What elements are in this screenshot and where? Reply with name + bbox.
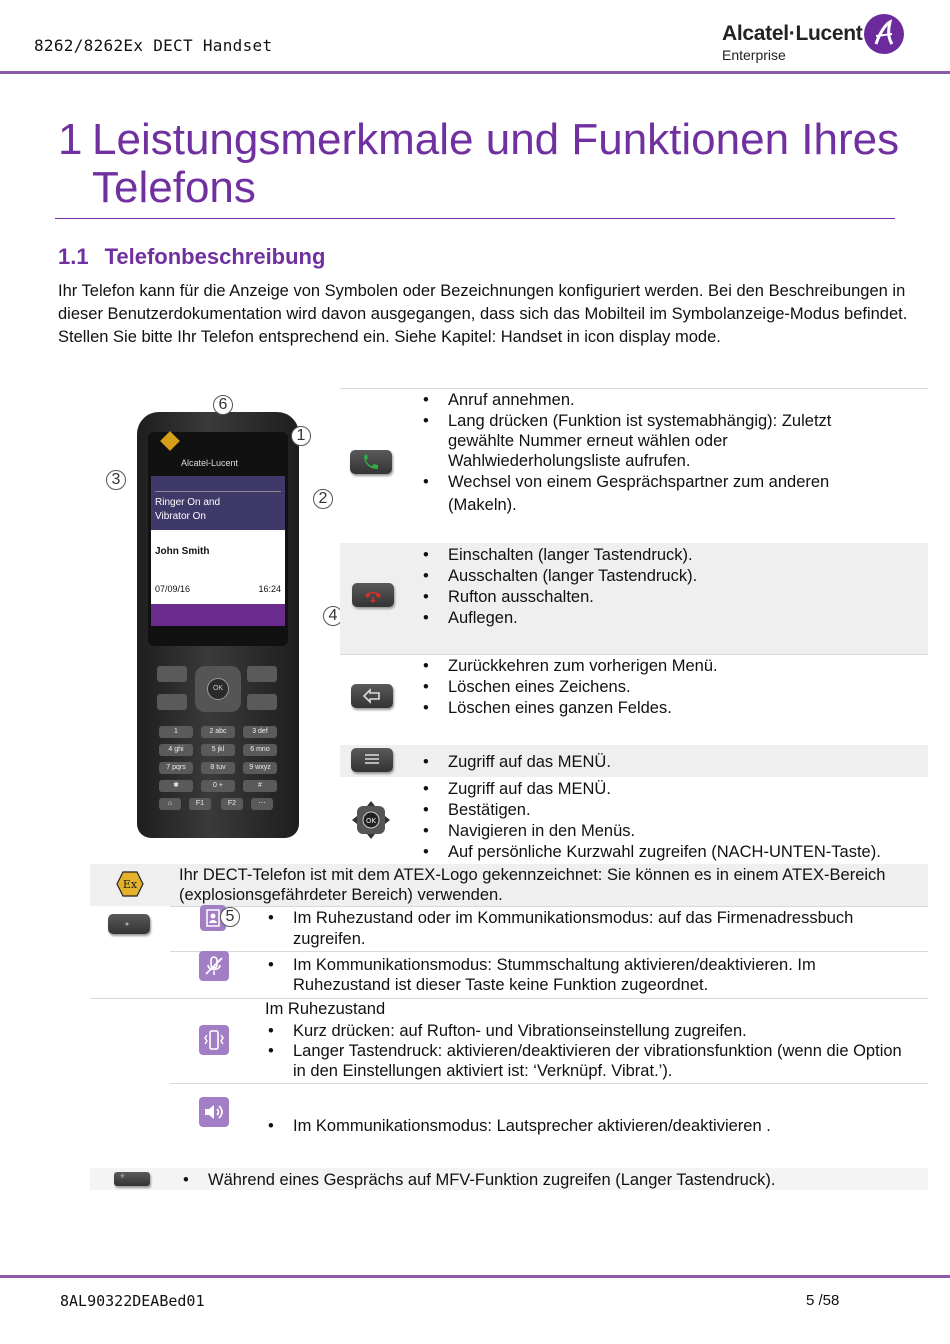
list-item: • Zurückkehren zum vorherigen Menü. <box>420 656 900 677</box>
list-item: • Zugriff auf das MENÜ. <box>420 779 920 800</box>
phone-key: 7 pqrs <box>159 762 193 774</box>
list-item: • Im Ruhezustand oder im Kommunikationsmodus: auf das Firmenadressbuch zugreifen. <box>265 908 905 950</box>
svg-text:Ex: Ex <box>122 878 138 891</box>
row-separator <box>340 388 928 389</box>
hangup-key-icon <box>352 583 394 607</box>
phone-key: F2 <box>221 798 243 810</box>
chapter-number: 1 <box>58 115 83 164</box>
call-key-icon <box>350 450 392 474</box>
mute-list <box>265 955 905 995</box>
star-key-list <box>180 1170 900 1191</box>
list-item: • Lang drücken (Funktion ist systemabhängig): Zuletzt gewählte Nummer erneut wählen oder Wahlwiederholungsliste aufrufen. <box>420 411 890 471</box>
row-separator <box>170 906 928 907</box>
phone-key: 8 tuv <box>201 762 235 774</box>
chapter-rule <box>55 218 895 219</box>
list-item: • Auflegen. <box>420 608 900 629</box>
menu-key-list <box>420 752 900 773</box>
document-reference: 8AL90322DEABed01 <box>60 1292 205 1310</box>
row-separator <box>170 951 928 952</box>
list-item: • Bestätigen. <box>420 800 920 821</box>
chapter-heading <box>58 116 918 212</box>
callout-2: 2 <box>313 489 333 509</box>
display-time: 16:24 <box>258 584 281 594</box>
phone-key: ✱ <box>159 780 193 792</box>
phone-key: 4 ghi <box>159 744 193 756</box>
callout-3: 3 <box>106 470 126 490</box>
phone-key: 3 def <box>243 726 277 738</box>
phone-key: ⋯ <box>251 798 273 810</box>
callout-1: 1 <box>291 426 311 446</box>
section-title: Telefonbeschreibung <box>104 244 326 269</box>
atex-logo-icon <box>116 871 144 897</box>
star-key-label: * <box>120 1171 125 1185</box>
list-item: • Wechsel von einem Gesprächspartner zum anderen (Makeln). <box>420 471 890 517</box>
list-item: • Zugriff auf das MENÜ. <box>420 752 900 773</box>
list-item: • Während eines Gesprächs auf MFV-Funktion zugreifen (Langer Tastendruck). <box>180 1170 900 1191</box>
display-softkey-bar <box>151 604 285 626</box>
logo-subtitle: Enterprise <box>722 47 786 63</box>
menu-key-icon <box>351 748 393 772</box>
row-separator <box>170 1083 928 1084</box>
vibrate-icon <box>199 1025 229 1055</box>
vibrate-list <box>265 1021 905 1081</box>
handset-image <box>137 412 299 838</box>
back-key-list <box>420 656 900 719</box>
callout-5: 5 <box>220 907 240 927</box>
vibrate-heading: Im Ruhezustand <box>265 1000 386 1018</box>
callout-4: 4 <box>323 606 343 626</box>
nav-key-icon <box>350 799 392 841</box>
handset-display <box>151 476 285 626</box>
phone-nav-key <box>195 666 241 712</box>
phone-menu-key <box>247 666 277 682</box>
list-item: • Einschalten (langer Tastendruck). <box>420 545 900 566</box>
display-status <box>151 476 285 530</box>
phone-key: 5 jkl <box>201 744 235 756</box>
list-item: • Anruf annehmen. <box>420 390 890 411</box>
hangup-key-list <box>420 545 900 629</box>
document-header-title: 8262/8262Ex DECT Handset <box>34 36 273 55</box>
section-heading <box>58 244 325 270</box>
list-item: • Ausschalten (langer Tastendruck). <box>420 566 900 587</box>
star-key-icon <box>114 1172 150 1186</box>
phone-call-key <box>157 694 187 710</box>
list-item: • Rufton ausschalten. <box>420 587 900 608</box>
intro-paragraph: Ihr Telefon kann für die Anzeige von Symbolen oder Bezeichnungen konfiguriert werden. Bei den Beschreibungen in dieser Benutzerdokumentation wird davon ausgegangen, dass sich das Mobilteil im Symbolanzeige-Modus befindet. Stellen Sie bitte Ihr Telefon entsprechend ein. Siehe Kapitel: Handset in icon display mode. <box>58 282 908 346</box>
display-line2: Vibrator On <box>155 511 206 522</box>
phone-hangup-key <box>247 694 277 710</box>
phone-key: # <box>243 780 277 792</box>
call-key-list <box>420 390 890 517</box>
mute-icon <box>199 951 229 981</box>
side-key-icon <box>108 914 150 934</box>
directory-list <box>265 908 905 950</box>
speaker-list <box>265 1116 905 1137</box>
phone-key: 1 <box>159 726 193 738</box>
nav-key-list <box>420 779 920 863</box>
list-item: • Löschen eines ganzen Feldes. <box>420 698 900 719</box>
list-item: • Im Kommunikationsmodus: Lautsprecher aktivieren/deaktivieren . <box>265 1116 905 1137</box>
atex-text: Ihr DECT-Telefon ist mit dem ATEX-Logo gekennzeichnet: Sie können es in einem ATEX-Bereich (explosionsgefährdeter Bereich) verwenden. <box>179 866 886 904</box>
phone-key: 9 wxyz <box>243 762 277 774</box>
phone-key: F1 <box>189 798 211 810</box>
list-item: • Im Kommunikationsmodus: Stummschaltung aktivieren/deaktivieren. Im Ruhezustand ist dieser Taste keine Funktion zugeordnet. <box>265 955 905 995</box>
list-item: • Langer Tastendruck: aktivieren/deaktivieren der vibrationsfunktion (wenn die Option in den Einstellungen aktiviert ist: ‘Verknüpf. Vibrat.’). <box>265 1041 905 1081</box>
section-number: 1.1 <box>58 244 89 269</box>
list-item: • Auf persönliche Kurzwahl zugreifen (NACH-UNTEN-Taste). <box>420 842 920 863</box>
back-key-icon <box>351 684 393 708</box>
phone-ok-key: OK <box>207 678 229 700</box>
svg-text:OK: OK <box>365 817 377 825</box>
phone-key: ⌂ <box>159 798 181 810</box>
phone-key: 6 mno <box>243 744 277 756</box>
page-number: 5 /58 <box>806 1292 840 1309</box>
list-item: • Löschen eines Zeichens. <box>420 677 900 698</box>
row-separator <box>340 654 928 655</box>
list-item: • Navigieren in den Menüs. <box>420 821 920 842</box>
phone-key: 2 abc <box>201 726 235 738</box>
phone-key: 0 + <box>201 780 235 792</box>
list-item: • Kurz drücken: auf Rufton- und Vibrationseinstellung zugreifen. <box>265 1021 905 1041</box>
display-name: John Smith <box>155 546 210 557</box>
display-date: 07/09/16 <box>155 584 191 594</box>
chapter-title-line1: Leistungsmerkmale und Funktionen Ihres <box>92 115 900 164</box>
chapter-title-line2: Telefons <box>92 163 256 212</box>
logo-brand: Alcatel·Lucent <box>722 22 863 45</box>
footer-rule <box>0 1275 950 1278</box>
display-line1: Ringer On and <box>155 497 221 508</box>
row-separator <box>90 998 928 999</box>
alcatel-lucent-logo <box>722 14 912 66</box>
handset-brand: Alcatel-Lucent <box>181 458 239 468</box>
phone-back-key <box>157 666 187 682</box>
logo-mark-icon <box>864 14 904 54</box>
header-rule <box>0 71 950 74</box>
callout-6: 6 <box>213 395 233 415</box>
speaker-icon <box>199 1097 229 1127</box>
